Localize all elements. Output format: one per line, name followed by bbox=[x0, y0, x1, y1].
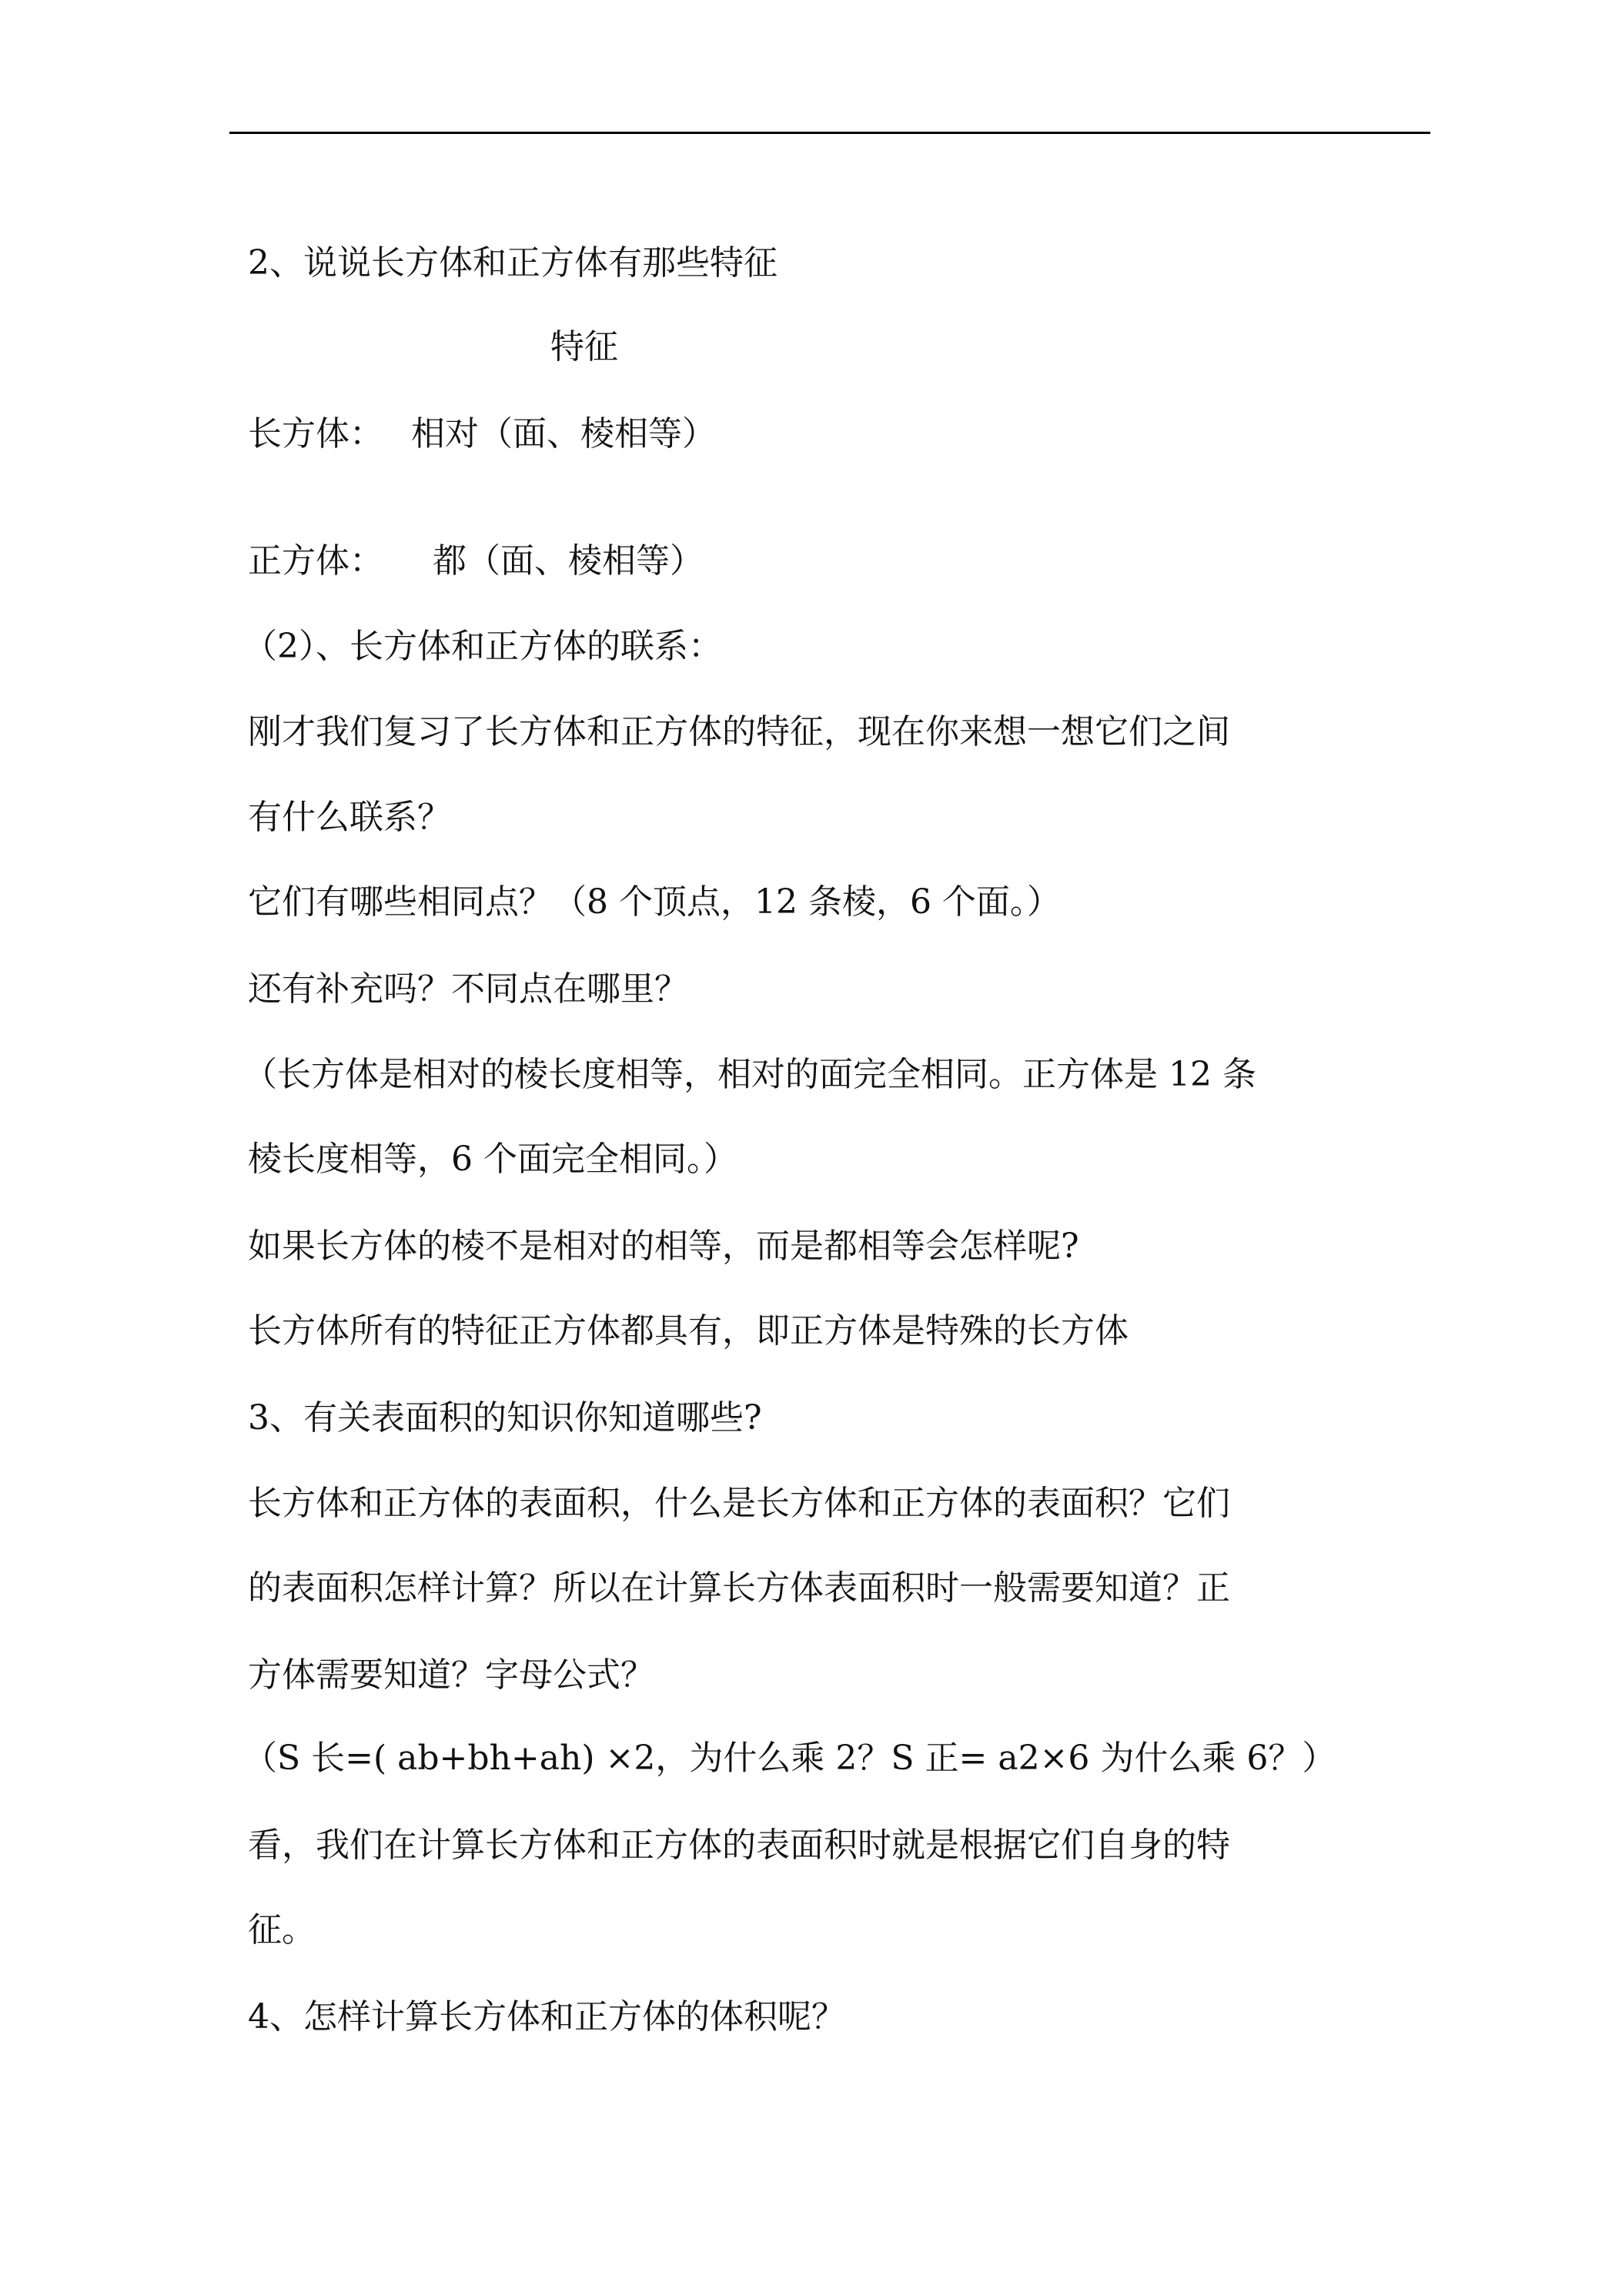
section-2-2-heading: （2）、长方体和正方体的联系： bbox=[243, 627, 722, 666]
paragraph-line: 看，我们在计算长方体和正方体的表面积时就是根据它们自身的特 bbox=[248, 1826, 1230, 1865]
header-rule bbox=[229, 132, 1430, 134]
same-points-line: 它们有哪些相同点？（8 个顶点，12 条棱，6 个面。） bbox=[248, 882, 1061, 922]
paragraph-line: 刚才我们复习了长方体和正方体的特征，现在你来想一想它们之间 bbox=[248, 712, 1230, 751]
paragraph-line: 有什么联系？ bbox=[248, 798, 451, 837]
paragraph-line: 的表面积怎样计算？所以在计算长方体表面积时一般需要知道？正 bbox=[248, 1568, 1230, 1608]
feature-row-label: 长方体： bbox=[248, 414, 383, 454]
conclusion-line: 长方体所有的特征正方体都具有，即正方体是特殊的长方体 bbox=[248, 1311, 1129, 1350]
features-column-header: 特征 bbox=[550, 327, 618, 366]
heading-4: 4、怎样计算长方体和正方体的体积呢？ bbox=[248, 1997, 845, 2037]
feature-row-cuboid bbox=[248, 411, 716, 457]
heading-3: 3、有关表面积的知识你知道哪些? bbox=[248, 1398, 762, 1438]
formula-line: （S 长=( ab+bh+ah) ×2，为什么乘 2？S 正= a2×6 为什么乘 6？） bbox=[243, 1739, 1336, 1778]
feature-row-label: 正方体： bbox=[248, 541, 383, 581]
feature-row-value: 相对（面、棱相等） bbox=[411, 414, 716, 454]
feature-row-value: 都（面、棱相等） bbox=[433, 541, 704, 581]
paragraph-line: 棱长度相等，6 个面完全相同。） bbox=[248, 1140, 737, 1179]
paragraph-line: 如果长方体的棱不是相对的相等，而是都相等会怎样呢? bbox=[248, 1227, 1079, 1266]
feature-row-cube bbox=[248, 538, 704, 584]
paragraph-line: 方体需要知道？字母公式？ bbox=[248, 1655, 654, 1695]
paragraph-line: （长方体是相对的棱长度相等，相对的面完全相同。正方体是 12 条 bbox=[243, 1055, 1256, 1094]
paragraph-line: 长方体和正方体的表面积，什么是长方体和正方体的表面积？它们 bbox=[248, 1484, 1230, 1523]
paragraph-line: 还有补充吗？不同点在哪里？ bbox=[248, 969, 688, 1009]
paragraph-line: 征。 bbox=[248, 1910, 316, 1950]
heading-2: 2、说说长方体和正方体有那些特征 bbox=[248, 243, 778, 283]
